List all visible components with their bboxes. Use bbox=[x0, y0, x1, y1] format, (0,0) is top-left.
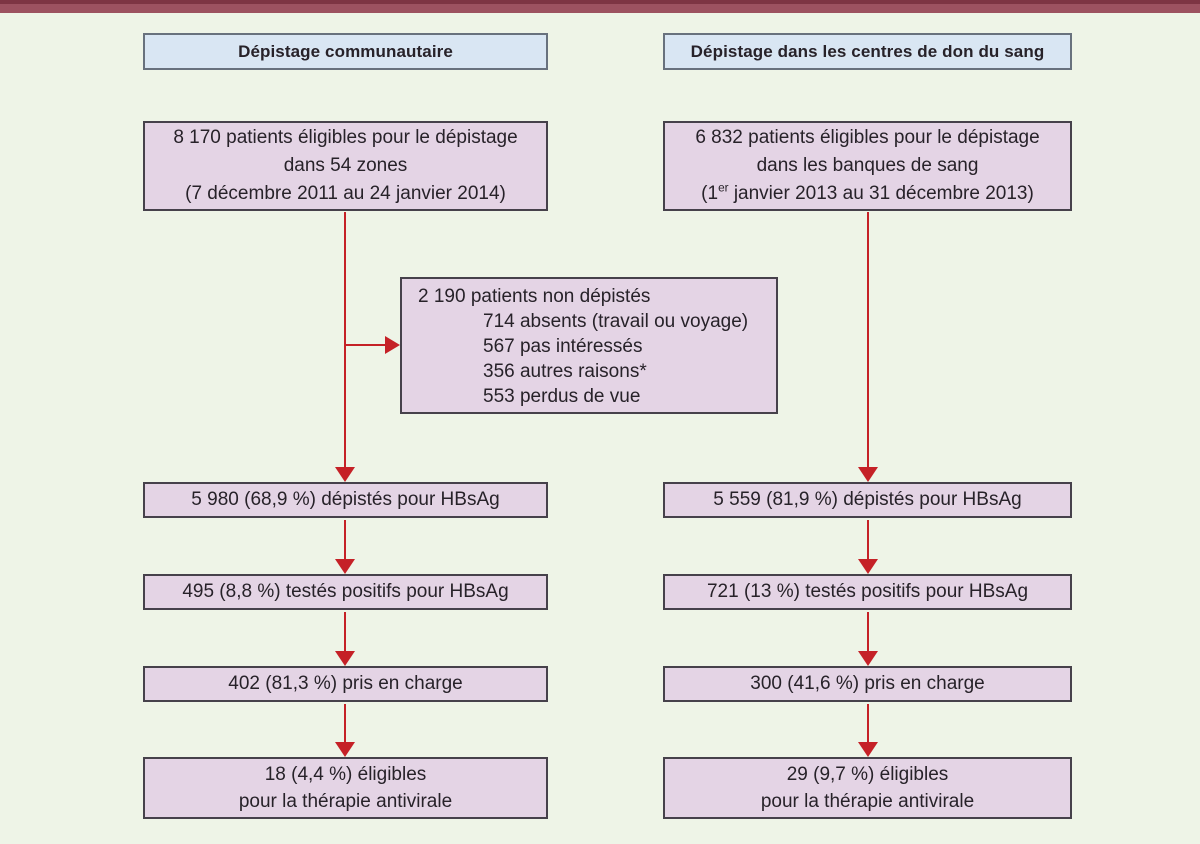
not-screened-lost: 553 perdus de vue bbox=[483, 386, 641, 407]
arrow-down-icon bbox=[858, 559, 878, 574]
arrow-down-icon bbox=[335, 467, 355, 482]
bloodbank-arrow-1 bbox=[867, 212, 869, 467]
not-screened-other-reasons: 356 autres raisons* bbox=[483, 361, 647, 382]
not-screened-not-interested: 567 pas intéressés bbox=[483, 336, 643, 357]
bloodbank-arrow-2 bbox=[867, 520, 869, 559]
community-column-header-label: Dépistage communautaire bbox=[238, 41, 453, 61]
community-screened-label: 5 980 (68,9 %) dépistés pour HBsAg bbox=[191, 489, 500, 510]
community-therapy-line2: pour la thérapie antivirale bbox=[238, 791, 453, 812]
community-arrow-4 bbox=[344, 704, 346, 742]
exclusion-branch-arrow bbox=[345, 344, 385, 346]
bloodbank-column-header-label: Dépistage dans les centres de don du sang bbox=[690, 41, 1045, 61]
bloodbank-arrow-3 bbox=[867, 612, 869, 651]
community-therapy-line1: 18 (4,4 %) éligibles bbox=[264, 764, 427, 785]
arrow-right-icon bbox=[385, 336, 400, 354]
bloodbank-therapy-line2: pour la thérapie antivirale bbox=[760, 791, 975, 812]
arrow-down-icon bbox=[335, 651, 355, 666]
bloodbank-positive-box bbox=[663, 574, 1072, 610]
community-eligible-line2: dans 54 zones bbox=[283, 155, 408, 176]
bloodbank-eligible-line2: dans les banques de sang bbox=[756, 155, 979, 176]
arrow-down-icon bbox=[858, 651, 878, 666]
bloodbank-eligible-line3 bbox=[701, 180, 1034, 208]
bloodbank-therapy-box bbox=[663, 757, 1072, 819]
arrow-down-icon bbox=[858, 742, 878, 757]
bloodbank-date-ordinal: er bbox=[718, 181, 729, 195]
community-arrow-3 bbox=[344, 612, 346, 651]
arrow-down-icon bbox=[858, 467, 878, 482]
community-column-header bbox=[143, 33, 548, 70]
bloodbank-positive-label: 721 (13 %) testés positifs pour HBsAg bbox=[706, 581, 1029, 602]
bloodbank-eligible-box bbox=[663, 121, 1072, 211]
community-care-box bbox=[143, 666, 548, 702]
arrow-down-icon bbox=[335, 559, 355, 574]
not-screened-total: 2 190 patients non dépistés bbox=[418, 286, 651, 307]
community-therapy-box bbox=[143, 757, 548, 819]
bloodbank-care-label: 300 (41,6 %) pris en charge bbox=[750, 673, 985, 694]
top-accent-bar bbox=[0, 0, 1200, 13]
bloodbank-eligible-line1: 6 832 patients éligibles pour le dépistage bbox=[695, 127, 1040, 148]
community-eligible-line1: 8 170 patients éligibles pour le dépistage bbox=[173, 127, 518, 148]
community-arrow-1 bbox=[344, 212, 346, 467]
bloodbank-screened-label: 5 559 (81,9 %) dépistés pour HBsAg bbox=[713, 489, 1022, 510]
community-positive-box bbox=[143, 574, 548, 610]
community-eligible-line3: (7 décembre 2011 au 24 janvier 2014) bbox=[185, 183, 506, 204]
arrow-down-icon bbox=[335, 742, 355, 757]
bloodbank-column-header bbox=[663, 33, 1072, 70]
community-screened-box bbox=[143, 482, 548, 518]
community-arrow-2 bbox=[344, 520, 346, 559]
bloodbank-date-prefix: (1 bbox=[701, 183, 719, 204]
bloodbank-screened-box bbox=[663, 482, 1072, 518]
community-eligible-box bbox=[143, 121, 548, 211]
not-screened-box bbox=[400, 277, 778, 414]
community-positive-label: 495 (8,8 %) testés positifs pour HBsAg bbox=[182, 581, 509, 602]
bloodbank-date-rest: janvier 2013 au 31 décembre 2013) bbox=[728, 183, 1034, 204]
bloodbank-therapy-line1: 29 (9,7 %) éligibles bbox=[786, 764, 949, 785]
community-care-label: 402 (81,3 %) pris en charge bbox=[228, 673, 463, 694]
bloodbank-care-box bbox=[663, 666, 1072, 702]
not-screened-absent: 714 absents (travail ou voyage) bbox=[483, 311, 749, 332]
bloodbank-arrow-4 bbox=[867, 704, 869, 742]
